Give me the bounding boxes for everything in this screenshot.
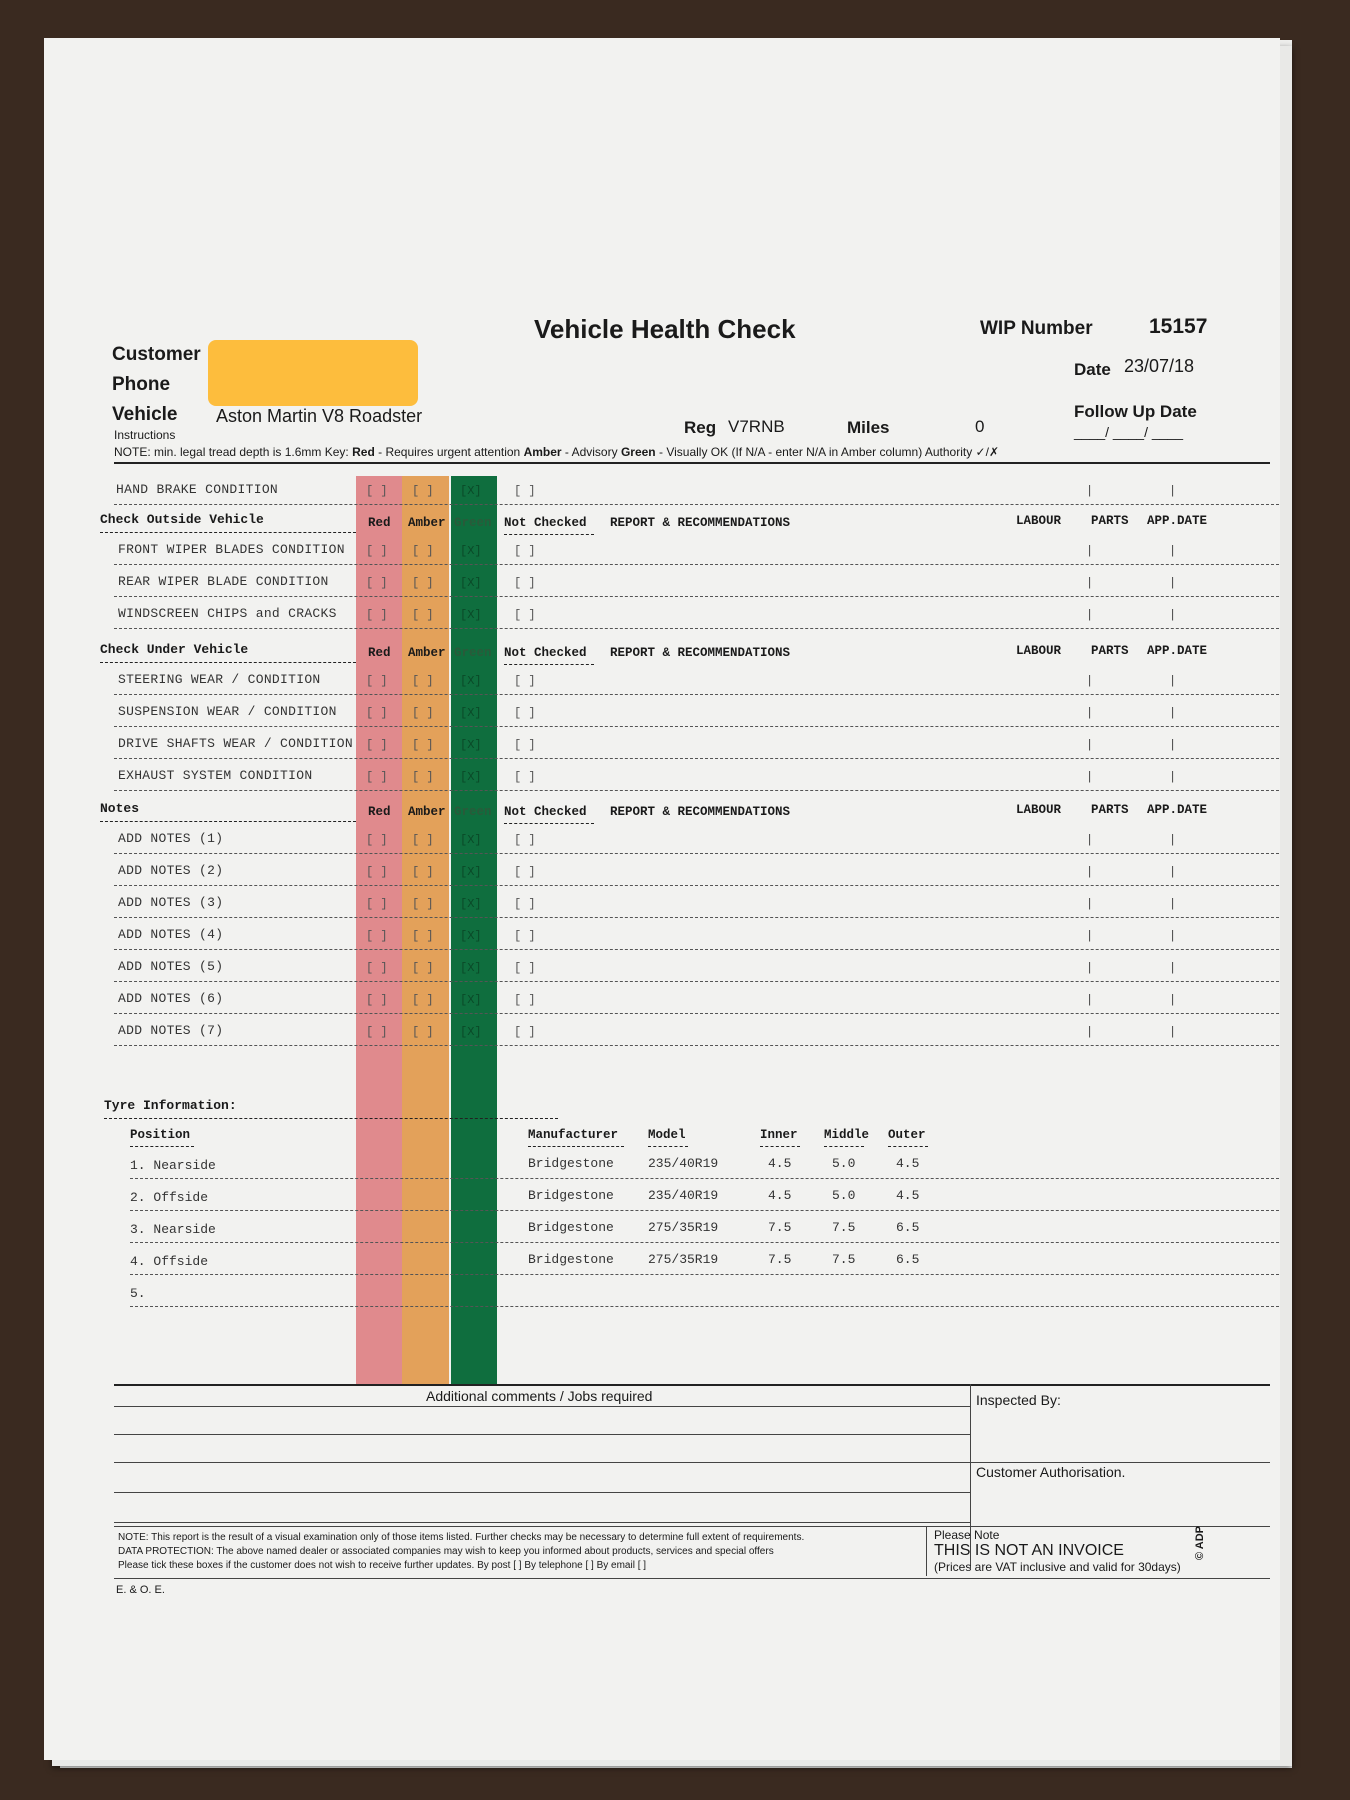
tyre-position: 5. — [130, 1286, 146, 1301]
tyre-title: Tyre Information: — [104, 1098, 237, 1113]
labour-mark: | — [1086, 1025, 1094, 1039]
parts-mark: | — [1169, 484, 1177, 498]
parts-mark: | — [1169, 993, 1177, 1007]
tyre-title-underline — [104, 1118, 558, 1119]
not-checked-box[interactable]: [ ] — [514, 608, 536, 622]
follow-up-label: Follow Up Date — [1074, 402, 1197, 421]
reg-label: Reg — [684, 418, 717, 437]
instructions-label: Instructions — [114, 428, 176, 442]
checklist-item-label: STEERING WEAR / CONDITION — [118, 672, 321, 687]
handbrake-label: HAND BRAKE CONDITION — [116, 482, 279, 497]
green-box-checked[interactable]: [X] — [460, 576, 482, 590]
labour-mark: | — [1086, 674, 1094, 688]
green-box-checked[interactable]: [X] — [460, 929, 482, 943]
red-box[interactable]: [ ] — [366, 706, 388, 720]
tyre-inner: 7.5 — [768, 1252, 792, 1267]
page-title: Vehicle Health Check — [534, 314, 796, 344]
tyre-outer: 4.5 — [896, 1156, 920, 1171]
not-checked-box[interactable]: [ ] — [514, 929, 536, 943]
customer-authorisation-label: Customer Authorisation. — [976, 1464, 1126, 1480]
key-amber-desc: - Advisory — [564, 445, 618, 459]
red-box[interactable]: [ ] — [366, 608, 388, 622]
green-box-checked[interactable]: [X] — [460, 897, 482, 911]
not-checked-box[interactable]: [ ] — [514, 1025, 536, 1039]
col-head-app-date: APP.DATE — [1147, 803, 1208, 817]
tyre-outer: 6.5 — [896, 1252, 920, 1267]
not-checked-box[interactable]: [ ] — [514, 897, 536, 911]
please-note-label: Please Note — [934, 1528, 1000, 1542]
col-head-labour: LABOUR — [1016, 803, 1062, 817]
tyre-middle: 5.0 — [832, 1156, 856, 1171]
tyre-inner: 4.5 — [768, 1156, 792, 1171]
date-label: Date — [1074, 360, 1111, 379]
col-head-parts: PARTS — [1091, 514, 1129, 528]
red-box[interactable]: [ ] — [366, 1025, 388, 1039]
checklist-item-label: ADD NOTES (2) — [118, 863, 224, 878]
section-title-underline — [100, 532, 356, 533]
parts-mark: | — [1169, 897, 1177, 911]
parts-mark: | — [1169, 674, 1177, 688]
col-head-app-date: APP.DATE — [1147, 644, 1208, 658]
tyre-head-model: Model — [648, 1128, 686, 1142]
col-head-green: Green — [454, 805, 492, 819]
col-head-not-checked: Not Checked — [504, 516, 587, 530]
labour-mark: | — [1086, 484, 1094, 498]
checklist-item-label: ADD NOTES (7) — [118, 1023, 224, 1038]
footer-note-2: DATA PROTECTION: The above named dealer or associated companies may wish to keep you informed about products, services and special offers — [118, 1546, 774, 1557]
eoe-label: E. & O. E. — [116, 1584, 165, 1596]
not-invoice-label: THIS IS NOT AN INVOICE — [934, 1542, 1124, 1559]
parts-mark: | — [1169, 738, 1177, 752]
row-divider — [114, 949, 1280, 950]
vehicle-label: Vehicle — [112, 404, 178, 425]
redaction-block — [208, 340, 418, 406]
labour-mark: | — [1086, 544, 1094, 558]
parts-mark: | — [1169, 833, 1177, 847]
labour-mark: | — [1086, 961, 1094, 975]
red-box[interactable]: [ ] — [366, 484, 388, 498]
amber-box[interactable]: [ ] — [412, 770, 434, 784]
not-checked-box[interactable]: [ ] — [514, 770, 536, 784]
tyre-head-manufacturer-underline — [528, 1146, 624, 1147]
amber-box[interactable]: [ ] — [412, 1025, 434, 1039]
checklist-item-label: ADD NOTES (1) — [118, 831, 224, 846]
parts-mark: | — [1169, 929, 1177, 943]
labour-mark: | — [1086, 576, 1094, 590]
customer-label: Customer — [112, 344, 201, 365]
tyre-manufacturer: Bridgestone — [528, 1156, 614, 1171]
wip-value: 15157 — [1149, 315, 1208, 338]
notes-bottom-rule — [114, 1578, 1270, 1579]
footer-top-rule — [114, 1384, 1270, 1386]
tyre-outer: 4.5 — [896, 1188, 920, 1203]
amber-box[interactable]: [ ] — [412, 706, 434, 720]
checklist-item-label: FRONT WIPER BLADES CONDITION — [118, 542, 345, 557]
red-box[interactable]: [ ] — [366, 993, 388, 1007]
col-head-labour: LABOUR — [1016, 644, 1062, 658]
checklist-item-label: SUSPENSION WEAR / CONDITION — [118, 704, 337, 719]
not-checked-box[interactable]: [ ] — [514, 961, 536, 975]
col-head-labour: LABOUR — [1016, 514, 1062, 528]
copyright-mark: © ADP — [1194, 1526, 1206, 1560]
comment-line-2 — [114, 1434, 970, 1435]
tyre-model: 235/40R19 — [648, 1188, 719, 1203]
amber-box[interactable]: [ ] — [412, 833, 434, 847]
miles-value: 0 — [975, 417, 985, 436]
tyre-row-divider — [130, 1306, 1280, 1307]
row-divider — [114, 885, 1280, 886]
wip-label: WIP Number — [980, 318, 1093, 339]
checklist-item-label: EXHAUST SYSTEM CONDITION — [118, 768, 313, 783]
amber-box[interactable]: [ ] — [412, 961, 434, 975]
row-divider — [114, 917, 1280, 918]
tyre-inner: 7.5 — [768, 1220, 792, 1235]
col-head-not-checked: Not Checked — [504, 646, 587, 660]
red-box[interactable]: [ ] — [366, 674, 388, 688]
green-box-checked[interactable]: [X] — [460, 865, 482, 879]
tyre-row-divider — [130, 1274, 1280, 1275]
tyre-head-outer-underline — [888, 1146, 928, 1147]
amber-box[interactable]: [ ] — [412, 544, 434, 558]
health-check-sheet — [44, 38, 1280, 1760]
not-checked-box[interactable]: [ ] — [514, 544, 536, 558]
vehicle-value: Aston Martin V8 Roadster — [216, 406, 423, 426]
amber-box[interactable]: [ ] — [412, 576, 434, 590]
red-box[interactable]: [ ] — [366, 929, 388, 943]
not-checked-box[interactable]: [ ] — [514, 993, 536, 1007]
section-title-underline — [100, 662, 356, 663]
tyre-outer: 6.5 — [896, 1220, 920, 1235]
labour-mark: | — [1086, 738, 1094, 752]
not-checked-box[interactable]: [ ] — [514, 674, 536, 688]
col-head-amber: Amber — [408, 516, 446, 530]
col-head-parts: PARTS — [1091, 644, 1129, 658]
red-box[interactable]: [ ] — [366, 897, 388, 911]
tyre-head-position-underline — [130, 1146, 194, 1147]
tyre-head-model-underline — [648, 1146, 688, 1147]
comment-line-1 — [114, 1406, 970, 1407]
tyre-head-outer: Outer — [888, 1128, 926, 1142]
col-head-green: Green — [454, 516, 492, 530]
tyre-head-manufacturer: Manufacturer — [528, 1128, 619, 1142]
tyre-manufacturer: Bridgestone — [528, 1220, 614, 1235]
comment-line-5 — [114, 1522, 970, 1523]
red-box[interactable]: [ ] — [366, 544, 388, 558]
col-head-red: Red — [368, 805, 391, 819]
tyre-inner: 4.5 — [768, 1188, 792, 1203]
not-checked-box[interactable]: [ ] — [514, 865, 536, 879]
labour-mark: | — [1086, 929, 1094, 943]
tyre-middle: 7.5 — [832, 1220, 856, 1235]
labour-mark: | — [1086, 770, 1094, 784]
green-box-checked[interactable]: [X] — [460, 738, 482, 752]
header-rule — [114, 462, 1270, 464]
labour-mark: | — [1086, 706, 1094, 720]
labour-mark: | — [1086, 833, 1094, 847]
row-divider — [114, 694, 1280, 695]
tyre-row-divider — [130, 1210, 1280, 1211]
row-divider — [114, 726, 1280, 727]
amber-box[interactable]: [ ] — [412, 993, 434, 1007]
not-checked-underline — [504, 664, 594, 665]
not-checked-box[interactable]: [ ] — [514, 484, 536, 498]
amber-box[interactable]: [ ] — [412, 897, 434, 911]
row-divider — [114, 564, 1280, 565]
tyre-middle: 7.5 — [832, 1252, 856, 1267]
footer-note-3: Please tick these boxes if the customer does not wish to receive further updates. By post [ ] By telephone [ ] By email [ ] — [118, 1560, 647, 1571]
checklist-item-label: ADD NOTES (6) — [118, 991, 224, 1006]
red-box[interactable]: [ ] — [366, 770, 388, 784]
checklist-item-label: DRIVE SHAFTS WEAR / CONDITION — [118, 736, 353, 751]
follow-up-value: ____/ ____/ ____ — [1074, 424, 1183, 440]
amber-box[interactable]: [ ] — [412, 865, 434, 879]
tyre-manufacturer: Bridgestone — [528, 1252, 614, 1267]
row-divider — [114, 1013, 1280, 1014]
section-title-underline — [100, 821, 356, 822]
key-note — [114, 445, 999, 459]
row-divider — [114, 981, 1280, 982]
tyre-row-divider — [130, 1178, 1280, 1179]
row-divider — [114, 758, 1280, 759]
col-head-report: REPORT & RECOMMENDATIONS — [610, 646, 791, 660]
green-box-checked[interactable]: [X] — [460, 706, 482, 720]
tyre-row-divider — [130, 1242, 1280, 1243]
amber-box[interactable]: [ ] — [412, 608, 434, 622]
green-box-checked[interactable]: [X] — [460, 484, 482, 498]
tyre-head-middle-underline — [824, 1146, 864, 1147]
prices-label: (Prices are VAT inclusive and valid for 30days) — [934, 1560, 1181, 1574]
key-green: Green — [620, 445, 656, 459]
col-head-amber: Amber — [408, 646, 446, 660]
col-head-report: REPORT & RECOMMENDATIONS — [610, 516, 791, 530]
inspected-by-label: Inspected By: — [976, 1392, 1061, 1408]
not-checked-box[interactable]: [ ] — [514, 576, 536, 590]
tyre-middle: 5.0 — [832, 1188, 856, 1203]
parts-mark: | — [1169, 608, 1177, 622]
section-title: Check Under Vehicle — [100, 642, 249, 657]
tyre-head-position: Position — [130, 1128, 191, 1142]
col-head-report: REPORT & RECOMMENDATIONS — [610, 805, 791, 819]
section-title: Check Outside Vehicle — [100, 512, 264, 527]
red-box[interactable]: [ ] — [366, 865, 388, 879]
comment-line-4 — [114, 1492, 970, 1493]
notes-top-rule — [114, 1526, 1270, 1527]
col-head-not-checked: Not Checked — [504, 805, 587, 819]
key-amber: Amber — [523, 445, 562, 459]
not-checked-underline — [504, 534, 594, 535]
key-green-desc: - Visually OK (If N/A - enter N/A in Amber column) Authority ✓/✗ — [658, 445, 999, 459]
parts-mark: | — [1169, 706, 1177, 720]
col-head-red: Red — [368, 646, 391, 660]
not-checked-box[interactable]: [ ] — [514, 706, 536, 720]
tyre-model: 275/35R19 — [648, 1220, 719, 1235]
key-red: Red — [352, 445, 375, 459]
green-box-checked[interactable]: [X] — [460, 833, 482, 847]
labour-mark: | — [1086, 897, 1094, 911]
tyre-head-middle: Middle — [824, 1128, 870, 1142]
amber-box[interactable]: [ ] — [412, 738, 434, 752]
green-box-checked[interactable]: [X] — [460, 961, 482, 975]
tyre-position: 2. Offside — [130, 1190, 209, 1205]
miles-label: Miles — [847, 418, 890, 437]
checklist-item-label: ADD NOTES (5) — [118, 959, 224, 974]
parts-mark: | — [1169, 865, 1177, 879]
phone-label: Phone — [112, 374, 171, 395]
invoice-box-divider — [926, 1526, 927, 1576]
amber-box[interactable]: [ ] — [412, 929, 434, 943]
key-red-desc: - Requires urgent attention — [378, 445, 521, 459]
col-head-red: Red — [368, 516, 391, 530]
red-box[interactable]: [ ] — [366, 576, 388, 590]
row-divider — [114, 790, 1280, 791]
parts-mark: | — [1169, 770, 1177, 784]
tyre-model: 275/35R19 — [648, 1252, 719, 1267]
tyre-position: 1. Nearside — [130, 1158, 216, 1173]
additional-comments-label: Additional comments / Jobs required — [426, 1388, 653, 1404]
green-box-checked[interactable]: [X] — [460, 1025, 482, 1039]
comment-line-3 — [114, 1462, 970, 1463]
tyre-model: 235/40R19 — [648, 1156, 719, 1171]
parts-mark: | — [1169, 1025, 1177, 1039]
red-box[interactable]: [ ] — [366, 833, 388, 847]
footer-note-1: NOTE: This report is the result of a visual examination only of those items listed. Further checks may be necessary to determine full extent of requirements. — [118, 1532, 805, 1543]
green-box-checked[interactable]: [X] — [460, 993, 482, 1007]
col-head-app-date: APP.DATE — [1147, 514, 1208, 528]
amber-box[interactable]: [ ] — [412, 674, 434, 688]
tyre-position: 3. Nearside — [130, 1222, 216, 1237]
key-note-prefix: NOTE: min. legal tread depth is 1.6mm Key: — [114, 445, 349, 459]
checklist-item-label: ADD NOTES (3) — [118, 895, 224, 910]
col-head-parts: PARTS — [1091, 803, 1129, 817]
inspected-by-line — [970, 1462, 1270, 1463]
tyre-head-inner: Inner — [760, 1128, 798, 1142]
not-checked-underline — [504, 823, 594, 824]
row-divider — [114, 628, 1280, 629]
amber-box[interactable]: [ ] — [412, 484, 434, 498]
checklist-item-label: ADD NOTES (4) — [118, 927, 224, 942]
col-head-amber: Amber — [408, 805, 446, 819]
green-box-checked[interactable]: [X] — [460, 608, 482, 622]
reg-value: V7RNB — [728, 417, 785, 436]
row-divider — [114, 1045, 1280, 1046]
date-value: 23/07/18 — [1124, 356, 1195, 376]
checklist-item-label: WINDSCREEN CHIPS and CRACKS — [118, 606, 337, 621]
col-head-green: Green — [454, 646, 492, 660]
tyre-head-inner-underline — [760, 1146, 800, 1147]
row-divider — [114, 853, 1280, 854]
parts-mark: | — [1169, 961, 1177, 975]
green-box-checked[interactable]: [X] — [460, 674, 482, 688]
green-box-checked[interactable]: [X] — [460, 770, 482, 784]
parts-mark: | — [1169, 544, 1177, 558]
labour-mark: | — [1086, 608, 1094, 622]
not-checked-box[interactable]: [ ] — [514, 833, 536, 847]
labour-mark: | — [1086, 865, 1094, 879]
section-title: Notes — [100, 801, 140, 816]
red-box[interactable]: [ ] — [366, 738, 388, 752]
row-divider — [114, 596, 1280, 597]
green-box-checked[interactable]: [X] — [460, 544, 482, 558]
checklist-item-label: REAR WIPER BLADE CONDITION — [118, 574, 329, 589]
not-checked-box[interactable]: [ ] — [514, 738, 536, 752]
labour-mark: | — [1086, 993, 1094, 1007]
row-divider — [114, 504, 1280, 505]
red-box[interactable]: [ ] — [366, 961, 388, 975]
tyre-manufacturer: Bridgestone — [528, 1188, 614, 1203]
parts-mark: | — [1169, 576, 1177, 590]
tyre-position: 4. Offside — [130, 1254, 209, 1269]
